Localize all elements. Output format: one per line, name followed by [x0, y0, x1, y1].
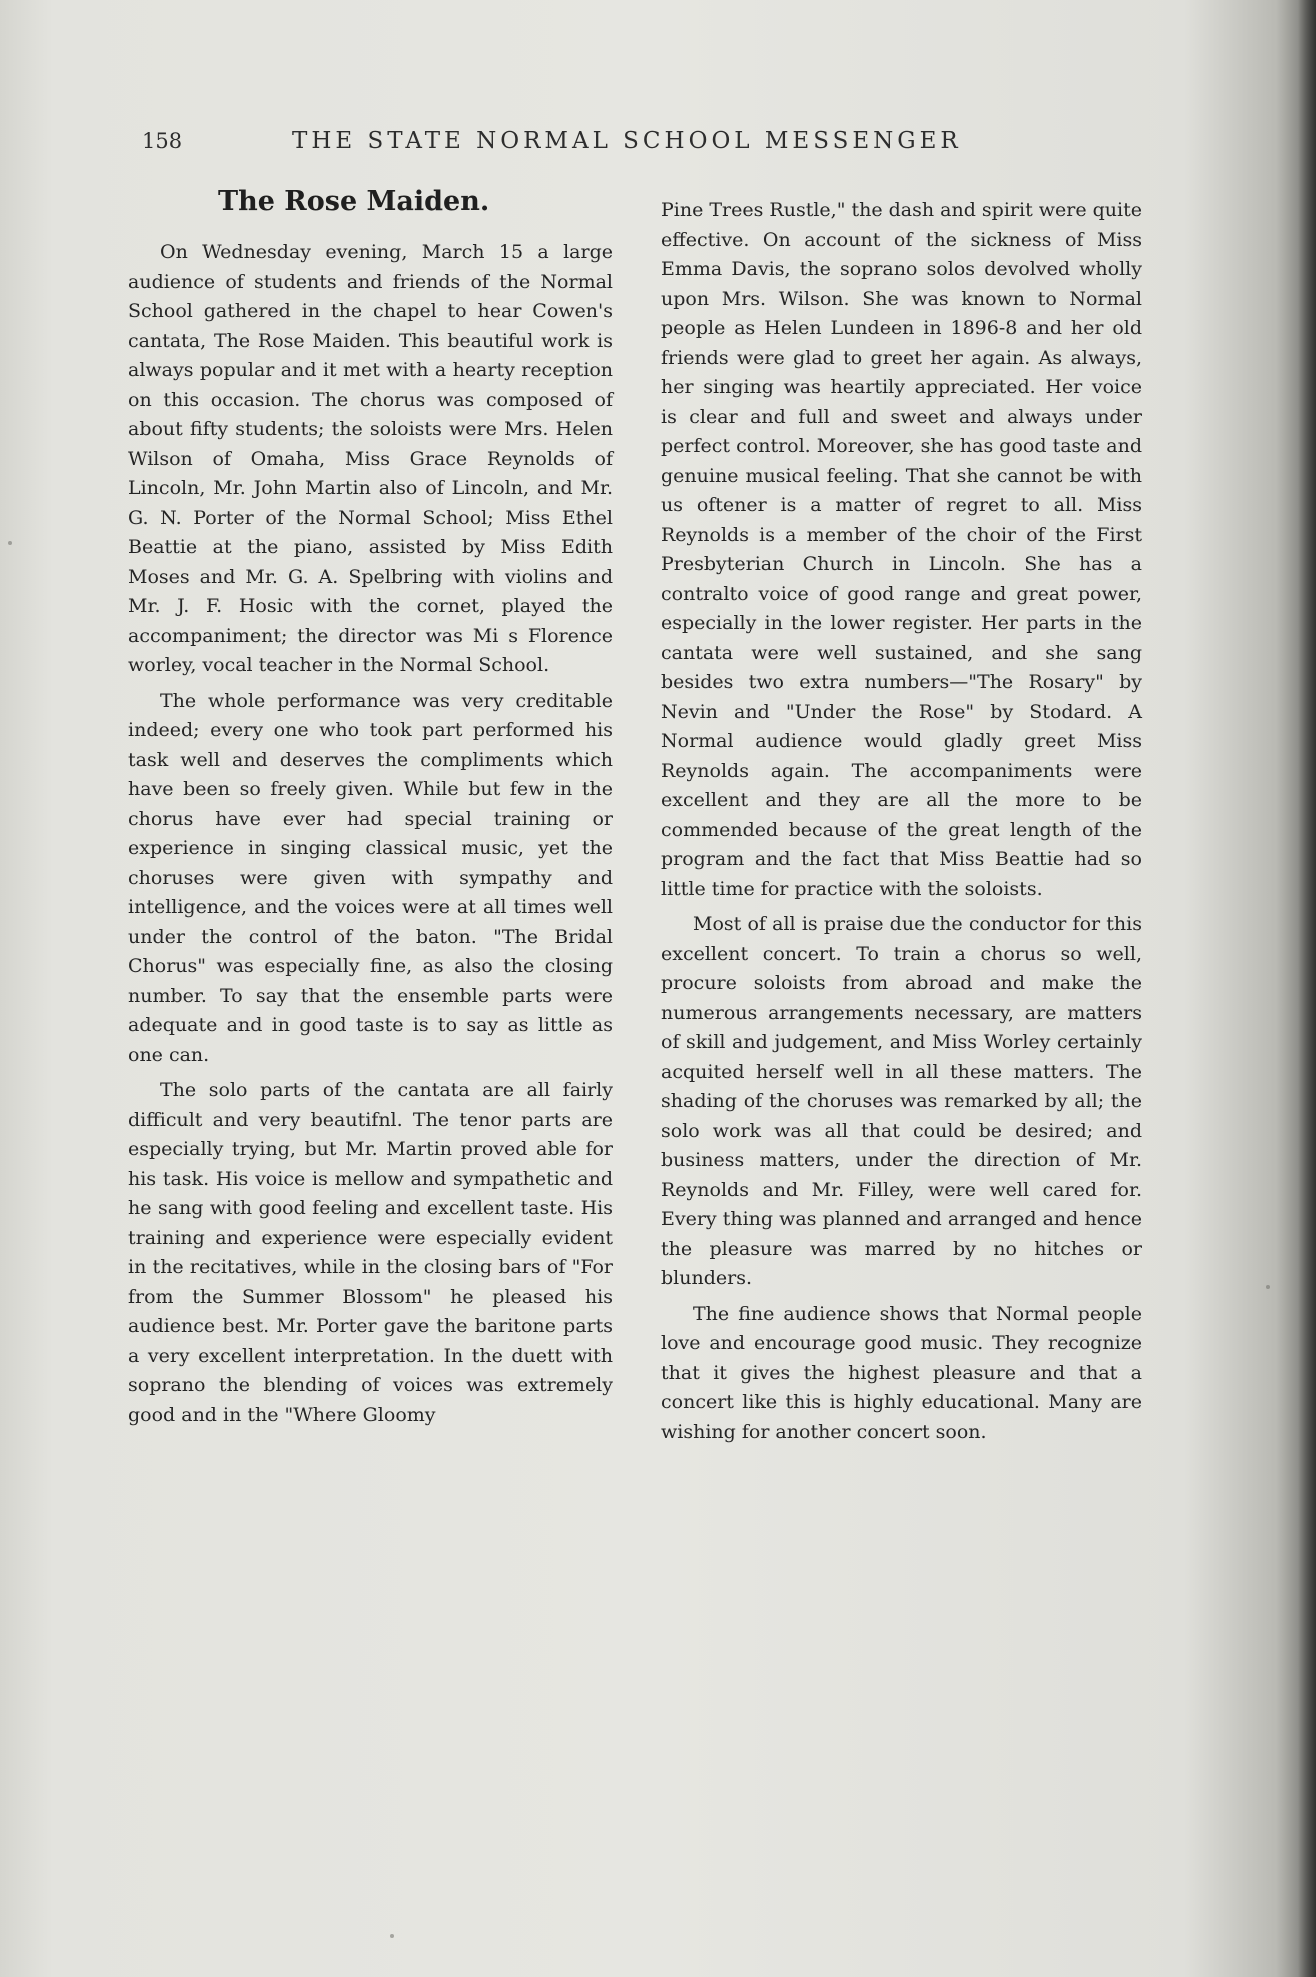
scan-speck	[8, 541, 12, 545]
paragraph-performance-review: The whole performance was very creditable indeed; every one who took part performed his task well and deserves the compliments which have been so freely given. While but few in the chorus have ever had special training or experience in singing classical music, yet the choruses were given with sympathy and intelligence, and the voices were at all times well under the control of the baton. "The Bridal Chorus" was especially fine, as also the closing number. To say that the ensemble parts were adequate and in good taste is to say as little as one can.	[128, 689, 613, 1066]
paragraph-conductor-praise: Most of all is praise due the conductor for this excellent concert. To train a chorus so well, procure soloists from abroad and make the numerous arrangements necessary, are matters of skill and judgement, and Miss Worley certainly acquited herself well in all these matters. The shading of the choruses was remarked by all; the solo work was all that could be desired; and business matters, under the direction of Mr. Reynolds and Mr. Filley, were well cared for. Every thing was planned and arranged and hence the pleasure was marred by no hitches or blunders.	[661, 913, 1142, 1289]
paragraph-performance-intro: On Wednesday evening, March 15 a large audience of students and friends of the Normal School gathered in the chapel to hear Cowen's cantata, The Rose Maiden. This beautiful work is always popular and it met with a hearty reception on this occasion. The chorus was composed of about fifty students; the soloists were Mrs. Helen Wilson of Omaha, Miss Grace Reynolds of Lincoln, Mr. John Martin also of Lincoln, and Mr. G. N. Porter of the Normal School; Miss Ethel Beattie at the piano, assisted by Miss Edith Moses and Mr. G. A. Spelbring with violins and Mr. J. F. Hosic with the cornet, played the accompaniment; the director was Mi s Florence worley, vocal teacher in the Normal School.	[128, 241, 613, 676]
left-article-column	[128, 186, 613, 1436]
article-title: The Rose Maiden.	[218, 186, 490, 217]
scan-speck	[1266, 1285, 1270, 1289]
page-number: 158	[142, 129, 183, 153]
paragraph-audience-note: The fine audience shows that Normal people love and encourage good music. They recognize that it gives the highest pleasure and that a concert like this is highly educational. Many are wishing for another concert soon.	[661, 1302, 1142, 1443]
paragraph-solo-parts: The solo parts of the cantata are all fairly difficult and very beautifnl. The tenor parts are especially trying, but Mr. Martin proved able for his task. His voice is mellow and sympathetic and he sang with good feeling and excellent taste. His training and experience were especially evident in the recitatives, while in the closing bars of "For from the Summer Blossom" he pleased his audience best. Mr. Porter gave the baritone parts a very excellent interpretation. In the duett with soprano the blending of voices was extremely good and in the "Where Gloomy	[128, 1079, 613, 1426]
scan-speck	[390, 1934, 394, 1938]
right-article-column	[661, 196, 1142, 1453]
paragraph-soloists-continued: Pine Trees Rustle," the dash and spirit were quite effective. On account of the sickness of Miss Emma Davis, the soprano solos devolved wholly upon Mrs. Wilson. She was known to Normal people as Helen Lundeen in 1896-8 and her old friends were glad to greet her again. As always, her singing was heartily appreciated. Her voice is clear and full and sweet and always under perfect control. Moreover, she has good taste and genuine musical feeling. That she cannot be with us oftener is a matter of regret to all. Miss Reynolds is a member of the choir of the First Presbyterian Church in Lincoln. She has a contralto voice of good range and great power, especially in the lower register. Her parts in the cantata were well sustained, and she sang besides two extra numbers—"The Rosary" by Nevin and "Under the Rose" by Stodard. A Normal audience would gladly greet Miss Reynolds again. The accompaniments were excellent and they are all the more to be commended because of the great length of the program and the fact that Miss Beattie had so little time for practice with the soloists.	[661, 199, 1142, 900]
running-header: THE STATE NORMAL SCHOOL MESSENGER	[292, 128, 962, 154]
